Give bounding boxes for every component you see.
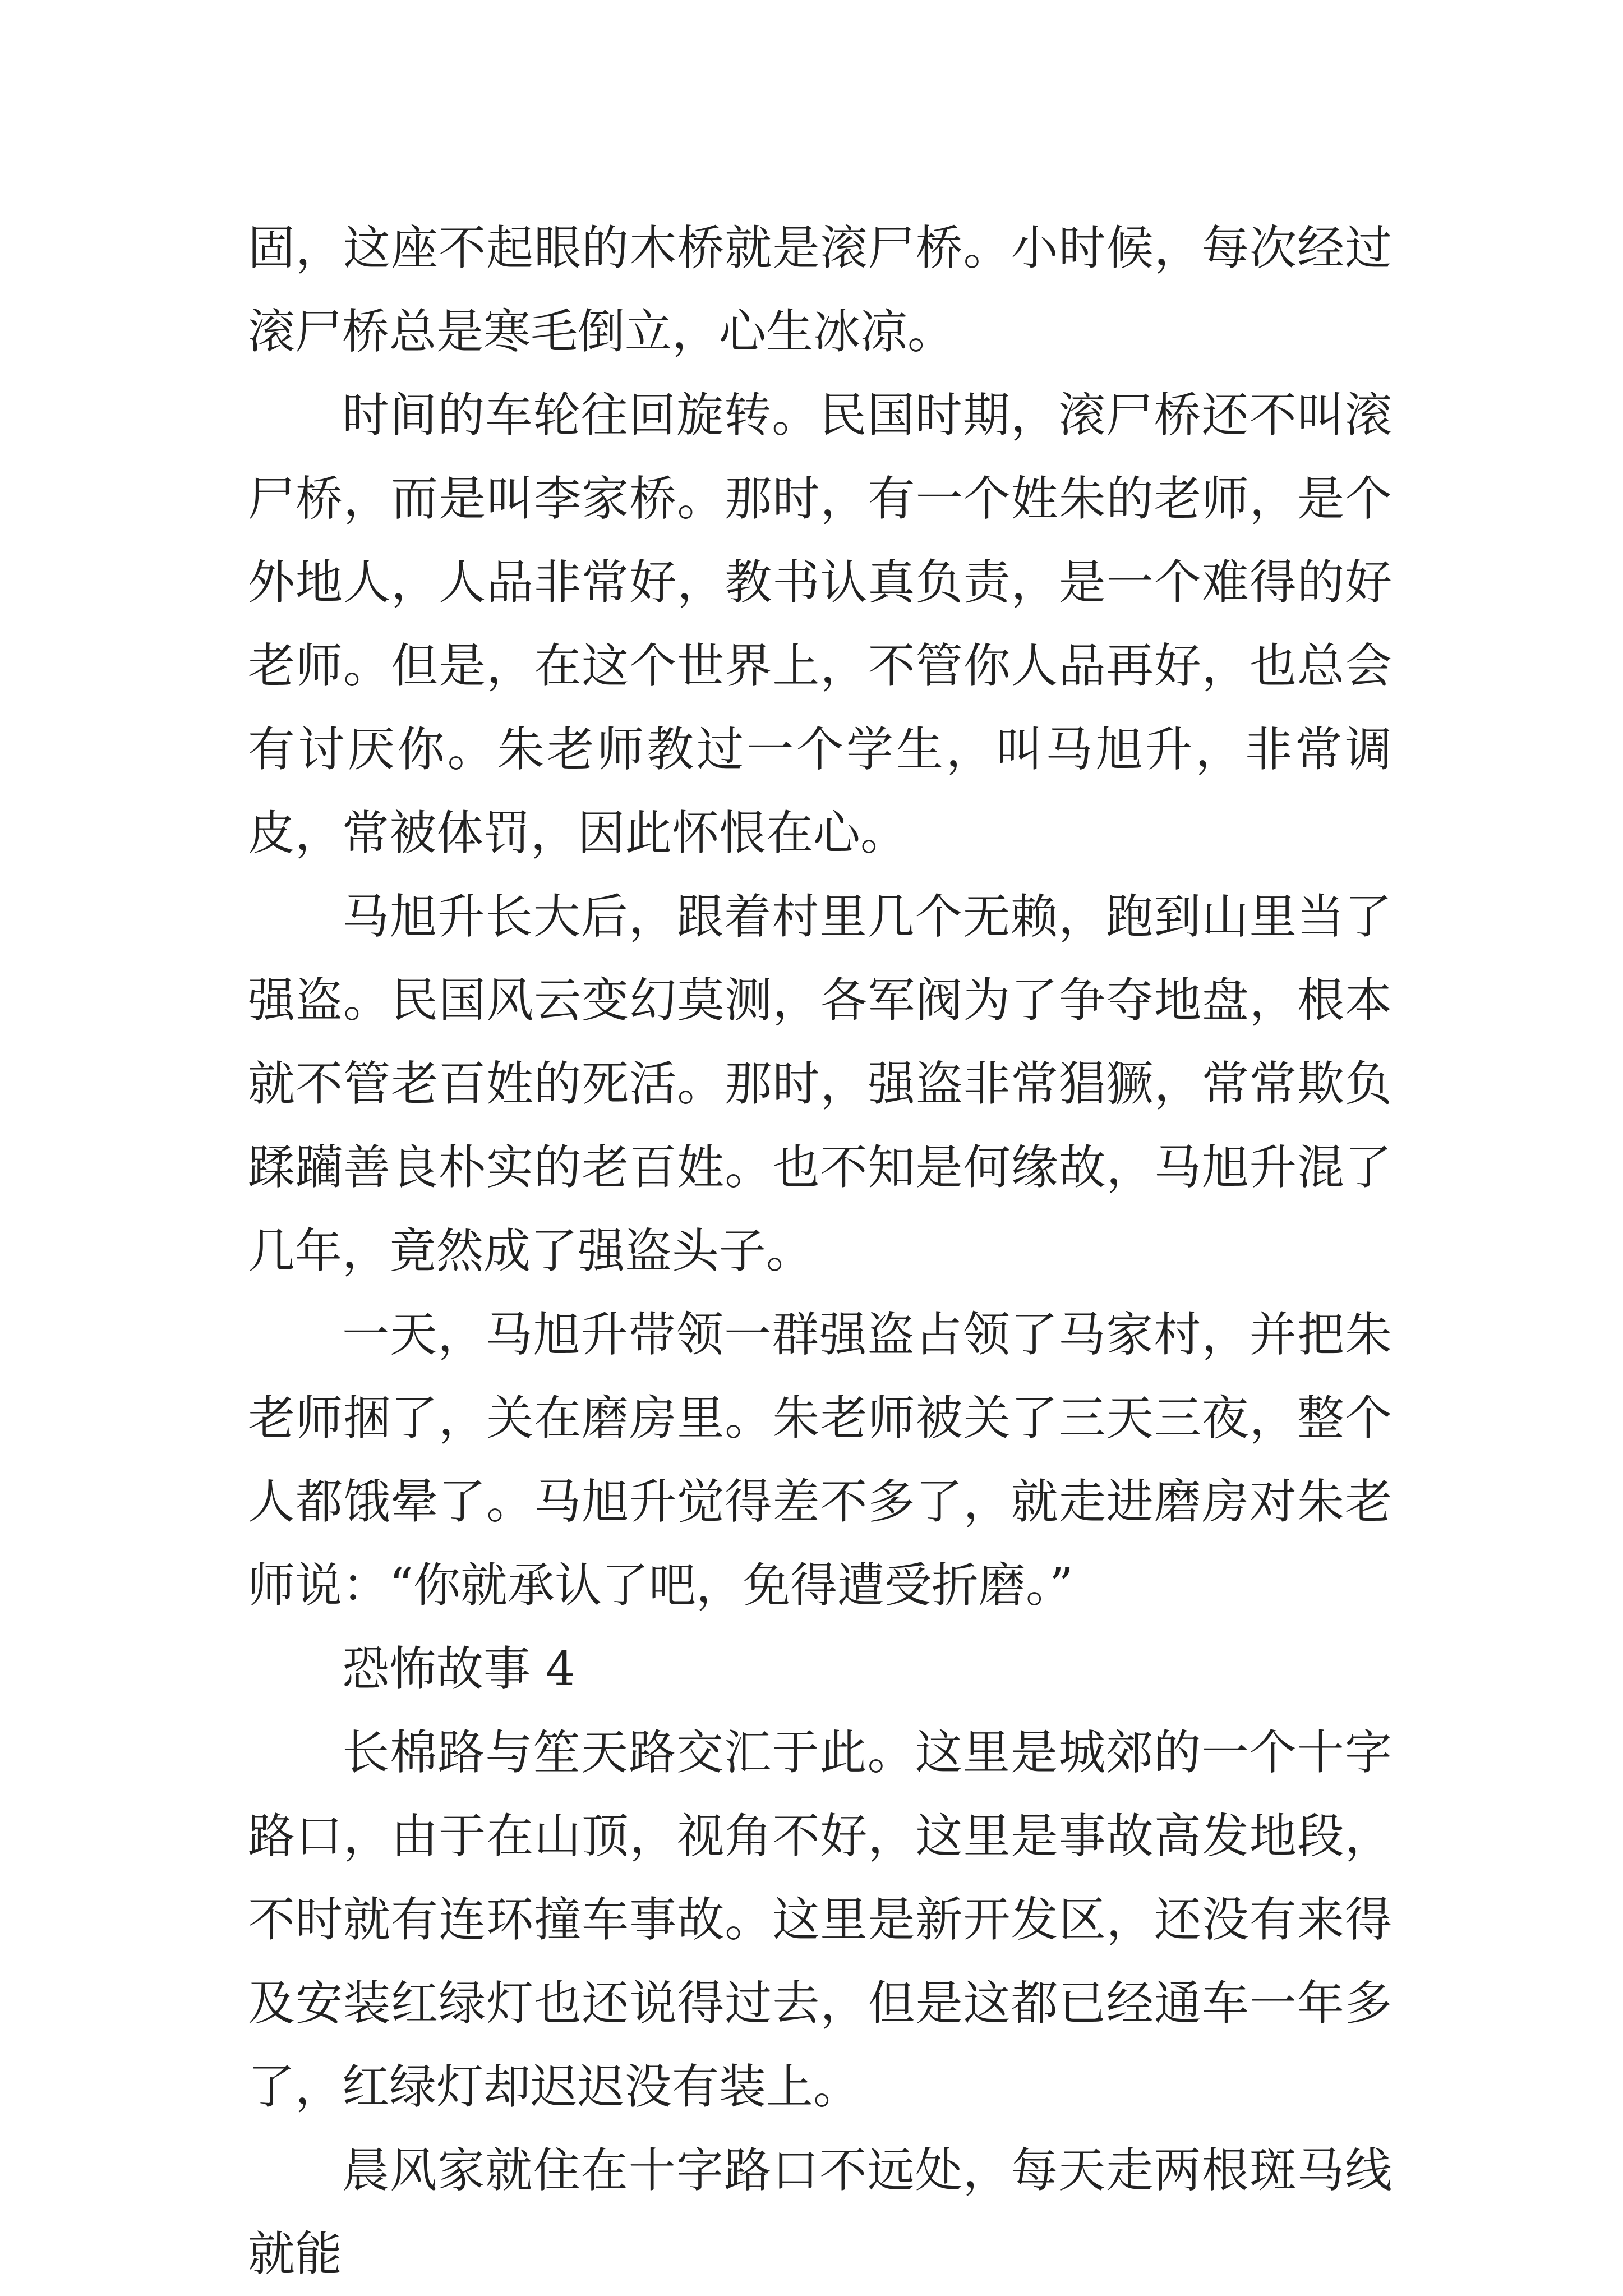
document-body (248, 206, 1392, 2296)
section-heading: 恐怖故事 4 (342, 1641, 576, 1696)
paragraph-3: 马旭升长大后，跟着村里几个无赖，跑到山里当了强盗。民国风云变幻莫测，各军阀为了争夺地盘，根本就不管老百姓的死活。那时，强盗非常猖獗，常常欺负蹂躏善良朴实的老百姓。也不知是何缘故，马旭升混了几年，竟然成了强盗头子。 (248, 889, 1392, 1278)
paragraph-4: 一天，马旭升带领一群强盗占领了马家村，并把朱老师捆了，关在磨房里。朱老师被关了三天三夜，整个人都饿晕了。马旭升觉得差不多了，就走进磨房对朱老师说：“你就承认了吧，免得遭受折磨。” (248, 1307, 1392, 1613)
paragraph-5: 长棉路与笙天路交汇于此。这里是城郊的一个十字路口，由于在山顶，视角不好，这里是事故高发地段，不时就有连环撞车事故。这里是新开发区，还没有来得及安装红绿灯也还说得过去，但是这都已经通车一年多了，红绿灯却迟迟没有装上。 (248, 1725, 1392, 2114)
paragraph-6: 晨风家就住在十字路口不远处，每天走两根斑马线就能 (248, 2143, 1392, 2281)
paragraph-1: 固，这座不起眼的木桥就是滚尸桥。小时候，每次经过滚尸桥总是寒毛倒立，心生冰凉。 (248, 220, 1392, 359)
paragraph-2: 时间的车轮往回旋转。民国时期，滚尸桥还不叫滚尸桥，而是叫李家桥。那时，有一个姓朱的老师，是个外地人，人品非常好，教书认真负责，是一个难得的好老师。但是，在这个世界上，不管你人品再好，也总会有讨厌你。朱老师教过一个学生，叫马旭升，非常调皮，常被体罚，因此怀恨在心。 (248, 388, 1392, 861)
